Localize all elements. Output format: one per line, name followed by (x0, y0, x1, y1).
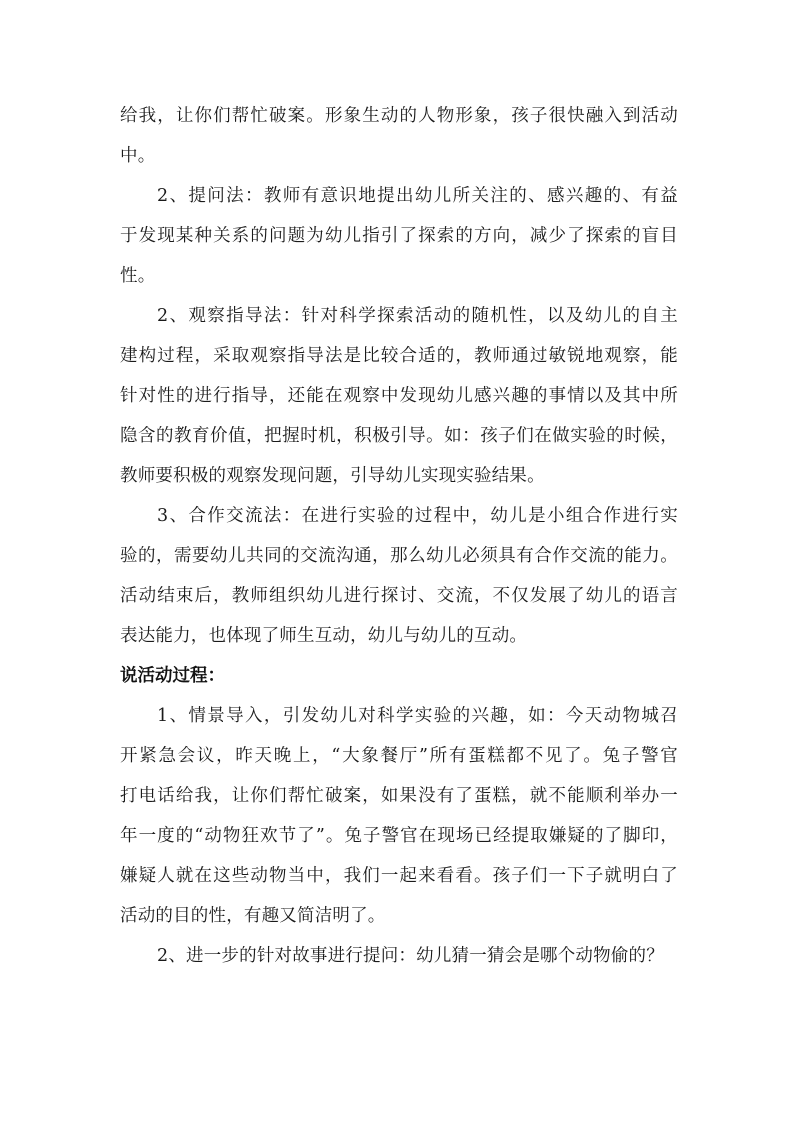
document-body (120, 96, 678, 976)
text-line: 于发现某种关系的问题为幼儿指引了探索的方向，减少了探索的盲目 (120, 226, 678, 246)
text-line: 3、合作交流法：在进行实验的过程中，幼儿是小组合作进行实 (157, 506, 678, 526)
text-line: 验的，需要幼儿共同的交流沟通，那么幼儿必须具有合作交流的能力。 (120, 546, 678, 566)
paragraph-questioning-method (120, 176, 678, 296)
text-line: 年一度的“动物狂欢节了”。兔子警官在现场已经提取嫌疑的了脚印， (120, 826, 678, 846)
text-line: 建构过程，采取观察指导法是比较合适的，教师通过敏锐地观察，能 (120, 346, 678, 366)
paragraph-scenario-intro (120, 696, 678, 936)
text-line: 嫌疑人就在这些动物当中，我们一起来看看。孩子们一下子就明白了 (120, 866, 678, 886)
text-line: 隐含的教育价值，把握时机，积极引导。如：孩子们在做实验的时候， (120, 426, 678, 446)
text-line: 打电话给我，让你们帮忙破案，如果没有了蛋糕，就不能顺利举办一 (120, 786, 678, 806)
paragraph-further-questioning (120, 936, 678, 976)
paragraph-cooperation-method (120, 496, 678, 656)
section-heading: 说活动过程： (120, 666, 225, 686)
text-line: 2、进一步的针对故事进行提问：幼儿猜一猜会是哪个动物偷的？ (157, 946, 664, 966)
text-line: 针对性的进行指导，还能在观察中发现幼儿感兴趣的事情以及其中所 (120, 386, 678, 406)
text-line: 活动结束后，教师组织幼儿进行探讨、交流，不仅发展了幼儿的语言 (120, 586, 678, 606)
text-line: 中。 (120, 146, 156, 166)
text-line: 教师要积极的观察发现问题，引导幼儿实现实验结果。 (120, 466, 545, 486)
text-line: 表达能力，也体现了师生互动，幼儿与幼儿的互动。 (120, 626, 528, 646)
text-line: 2、提问法：教师有意识地提出幼儿所关注的、感兴趣的、有益 (157, 186, 678, 206)
text-line: 活动的目的性，有趣又简洁明了。 (120, 906, 386, 926)
text-line: 开紧急会议，昨天晚上，“大象餐厅”所有蛋糕都不见了。兔子警官 (120, 746, 678, 766)
text-line: 1、情景导入，引发幼儿对科学实验的兴趣，如：今天动物城召 (157, 706, 678, 726)
text-line: 性。 (120, 266, 156, 286)
text-line: 2、观察指导法：针对科学探索活动的随机性，以及幼儿的自主 (157, 306, 678, 326)
paragraph-continuation (120, 96, 678, 176)
text-line: 给我，让你们帮忙破案。形象生动的人物形象，孩子很快融入到活动 (120, 106, 678, 126)
paragraph-observation-method (120, 296, 678, 496)
